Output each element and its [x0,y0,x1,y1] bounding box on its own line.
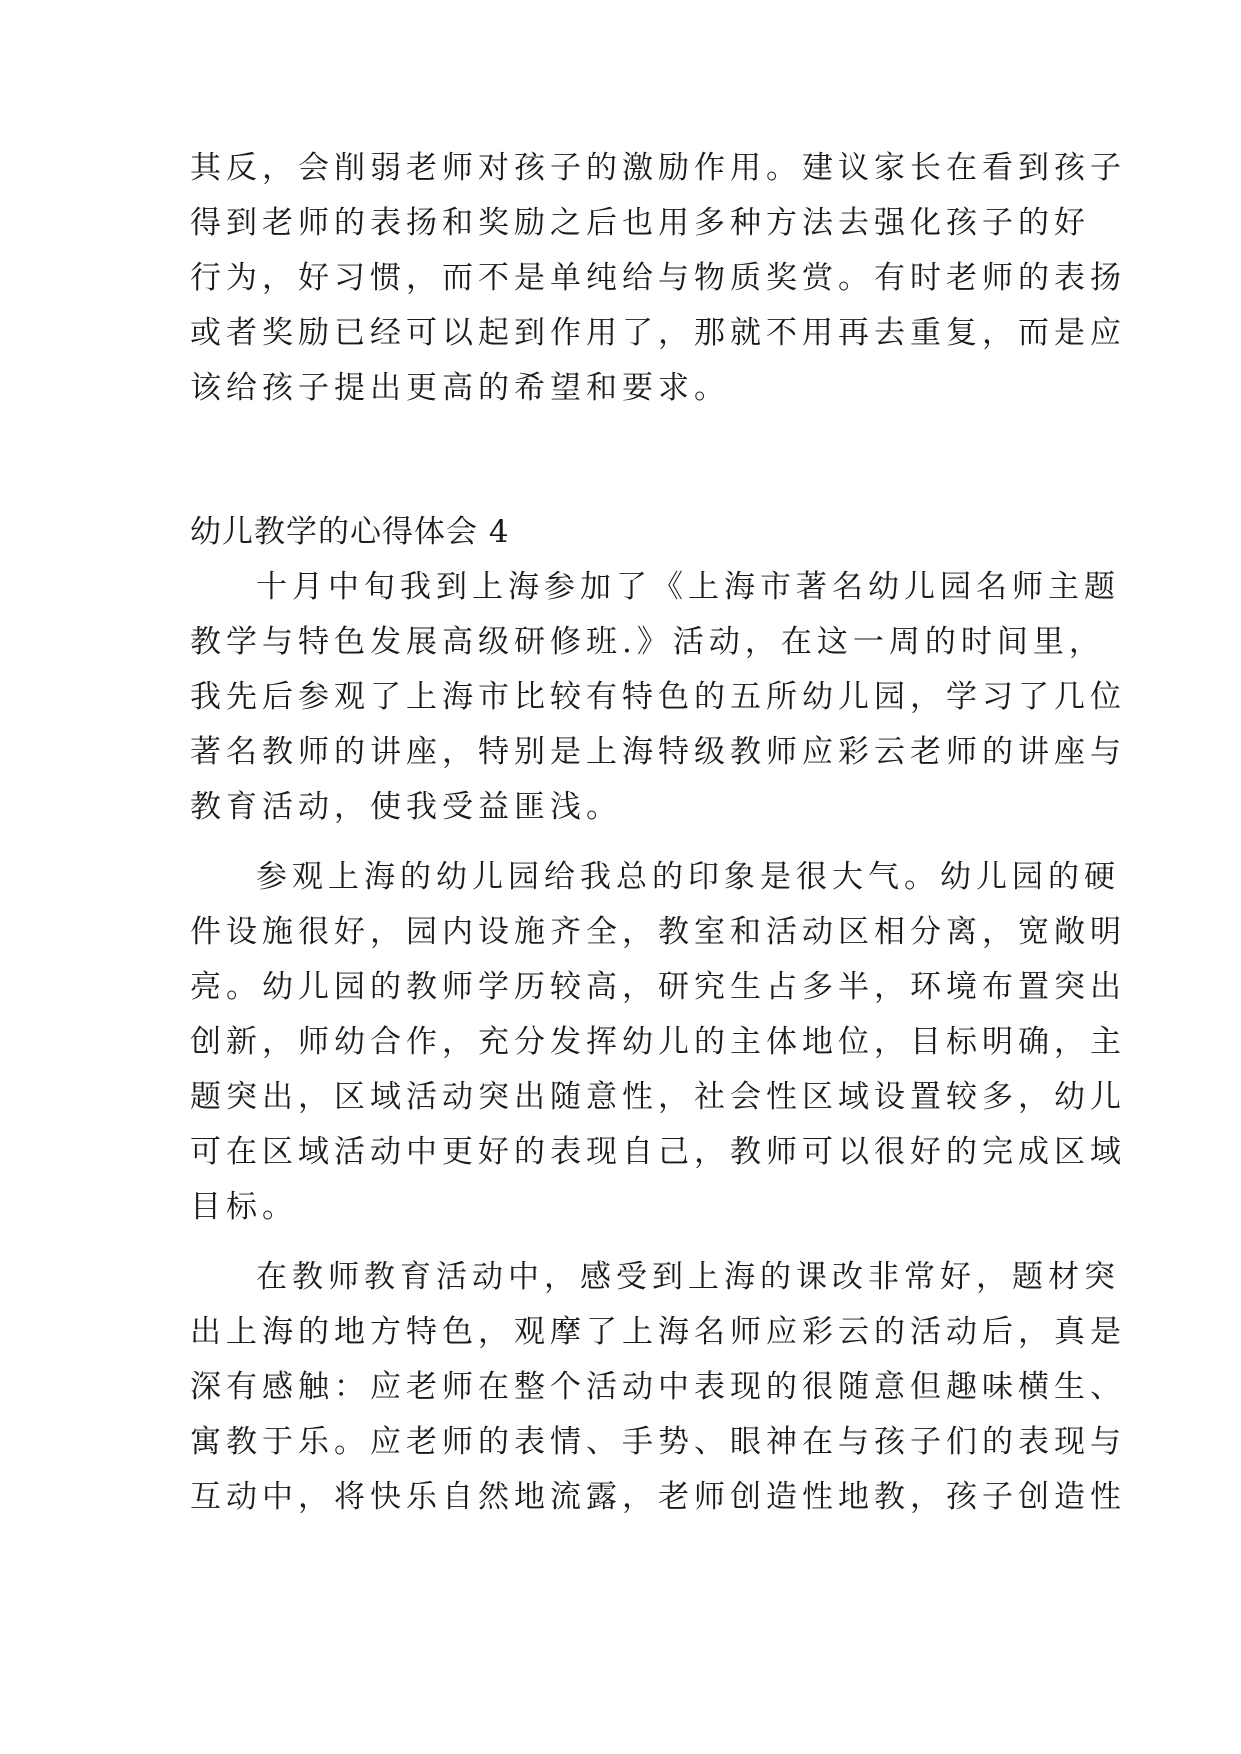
paragraph-line: 或者奖励已经可以起到作用了，那就不用再去重复，而是应 [190,315,1126,351]
paragraph-line: 题突出，区域活动突出随意性，社会性区域设置较多，幼儿 [190,1079,1126,1115]
paragraph-line: 得到老师的表扬和奖励之后也用多种方法去强化孩子的好 [190,205,1090,241]
paragraph-line: 寓教于乐。应老师的表情、手势、眼神在与孩子们的表现与 [190,1424,1126,1460]
paragraph-line: 出上海的地方特色，观摩了上海名师应彩云的活动后，真是 [190,1314,1126,1350]
section-heading: 幼儿教学的心得体会 4 [190,514,510,550]
paragraph-line: 该给孩子提出更高的希望和要求。 [190,370,730,406]
paragraph-line: 创新，师幼合作，充分发挥幼儿的主体地位，目标明确，主 [190,1024,1126,1060]
paragraph-line: 目标。 [190,1189,298,1225]
paragraph-line: 教学与特色发展高级研修班.》活动，在这一周的时间里， [190,624,1105,660]
paragraph-line: 可在区域活动中更好的表现自己，教师可以很好的完成区域 [190,1134,1126,1170]
paragraph-line: 教育活动，使我受益匪浅。 [190,789,622,825]
paragraph-line: 互动中，将快乐自然地流露，老师创造性地教，孩子创造性 [190,1479,1126,1515]
paragraph-line: 深有感触：应老师在整个活动中表现的很随意但趣味横生、 [190,1369,1126,1405]
paragraph-line: 亮。幼儿园的教师学历较高，研究生占多半，环境布置突出 [190,969,1126,1005]
paragraph-line: 行为，好习惯，而不是单纯给与物质奖赏。有时老师的表扬 [190,260,1126,296]
paragraph-line: 十月中旬我到上海参加了《上海市著名幼儿园名师主题 [256,569,1120,605]
paragraph-line: 其反，会削弱老师对孩子的激励作用。建议家长在看到孩子 [190,150,1126,186]
paragraph-line: 参观上海的幼儿园给我总的印象是很大气。幼儿园的硬 [256,859,1120,895]
paragraph-line: 我先后参观了上海市比较有特色的五所幼儿园，学习了几位 [190,679,1126,715]
paragraph-line: 在教师教育活动中，感受到上海的课改非常好，题材突 [256,1259,1120,1295]
paragraph-line: 件设施很好，园内设施齐全，教室和活动区相分离，宽敞明 [190,914,1126,950]
paragraph-line: 著名教师的讲座，特别是上海特级教师应彩云老师的讲座与 [190,734,1126,770]
